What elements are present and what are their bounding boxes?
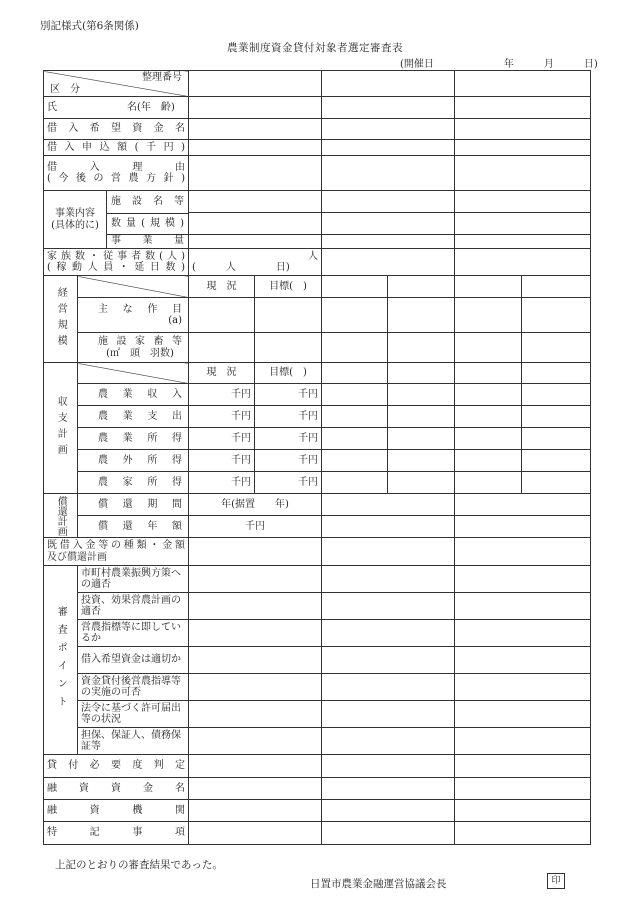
table-row xyxy=(44,778,591,800)
cell[interactable] xyxy=(322,406,388,428)
cell[interactable] xyxy=(522,333,591,363)
cell[interactable] xyxy=(189,156,322,191)
cell[interactable] xyxy=(189,234,322,248)
nogyo-shunyu-label: 農 業 収 入 xyxy=(78,384,189,406)
riyu-line-1: 借 入 理 由 xyxy=(47,161,185,173)
table-row xyxy=(44,97,591,119)
cell[interactable] xyxy=(388,428,455,450)
association-name: 日置市農業金融運営協議会長 xyxy=(310,878,447,890)
omona-sakumoku-label xyxy=(78,298,189,333)
shushi-diag-cell xyxy=(78,363,189,384)
cell[interactable] xyxy=(388,363,455,384)
cell[interactable] xyxy=(455,450,522,472)
cell[interactable] xyxy=(322,249,455,276)
table-row xyxy=(44,428,591,450)
cell[interactable] xyxy=(455,333,522,363)
table-row xyxy=(44,822,591,845)
seiri-bango-label: 整理番号 xyxy=(142,72,182,83)
mokuhyo-header-2: 目標( ) xyxy=(255,363,322,384)
cell[interactable] xyxy=(189,71,322,97)
cell[interactable] xyxy=(322,97,455,119)
cell[interactable] xyxy=(455,97,591,119)
table-row xyxy=(44,276,591,298)
cell[interactable] xyxy=(455,71,591,97)
cell[interactable] xyxy=(189,800,322,822)
table-row xyxy=(44,71,591,97)
cell[interactable] xyxy=(522,384,591,406)
kazoku-label xyxy=(44,249,189,276)
cell[interactable] xyxy=(322,156,455,191)
point-label: 借入希望資金は適切か xyxy=(78,647,189,674)
cell[interactable] xyxy=(522,428,591,450)
cell[interactable] xyxy=(388,450,455,472)
cell[interactable] xyxy=(455,363,522,384)
cell[interactable] xyxy=(455,674,591,701)
table-row xyxy=(44,249,591,276)
table-row xyxy=(44,593,591,620)
screening-table xyxy=(43,70,591,845)
table-row xyxy=(44,647,591,674)
shisetsu-kachiku-line-1: 施設家畜等 xyxy=(98,336,182,347)
kazoku-value[interactable] xyxy=(189,249,322,276)
cell[interactable] xyxy=(189,213,322,234)
shushi-keikaku-label xyxy=(44,363,78,494)
keiei-diag-cell xyxy=(78,276,189,298)
cell[interactable] xyxy=(322,620,455,647)
kazoku-line-2: (稼動人員・延日数) xyxy=(47,262,185,273)
cell[interactable] xyxy=(455,778,591,800)
cell[interactable] xyxy=(322,538,455,566)
cell[interactable] xyxy=(322,647,455,674)
shisetsu-kachiku-line-2: (㎡ 頭 羽数) xyxy=(106,347,174,359)
seal-mark: 印 xyxy=(547,873,565,889)
riyu-label xyxy=(44,156,189,191)
table-row xyxy=(44,191,591,213)
cell[interactable] xyxy=(189,140,322,156)
cell[interactable] xyxy=(322,71,455,97)
cell[interactable] xyxy=(388,333,455,363)
point-label: 資金貸付後営農指導等の実施の可否 xyxy=(78,674,189,701)
cell[interactable] xyxy=(322,363,388,384)
table-row xyxy=(44,800,591,822)
jigyo-naiyo-label: 事業内容 (具体的に) xyxy=(44,191,107,248)
point-label: 投資、効果営農計画の適否 xyxy=(78,593,189,620)
shokan-keikaku-label xyxy=(44,494,78,538)
cell[interactable] xyxy=(455,406,522,428)
cell[interactable] xyxy=(388,384,455,406)
table-row xyxy=(44,728,591,755)
kikariire-line-2: 及び償還計画 xyxy=(47,551,107,563)
cell[interactable] xyxy=(455,213,591,234)
cell[interactable] xyxy=(455,647,591,674)
point-label: 法令に基づく許可届出等の状況 xyxy=(78,701,189,728)
cell[interactable] xyxy=(322,191,455,213)
unit-cell[interactable]: 千円 xyxy=(255,450,322,472)
point-label: 担保、保証人、債務保証等 xyxy=(78,728,189,755)
cell[interactable] xyxy=(455,728,591,755)
cell[interactable] xyxy=(322,119,455,140)
jigyoryo-label: 事 業 量 xyxy=(111,235,184,246)
unit-cell[interactable]: 千円 xyxy=(189,472,255,494)
kazoku-value-1: 人 xyxy=(308,250,318,262)
cell[interactable] xyxy=(189,620,322,647)
cell[interactable] xyxy=(522,450,591,472)
cell[interactable] xyxy=(322,822,455,845)
cell[interactable] xyxy=(455,620,591,647)
table-row xyxy=(44,156,591,191)
cell[interactable] xyxy=(189,298,255,333)
cell[interactable] xyxy=(455,156,591,191)
cell[interactable] xyxy=(455,384,522,406)
cell[interactable] xyxy=(189,674,322,701)
cell[interactable] xyxy=(189,701,322,728)
genkyo-header: 現 況 xyxy=(189,276,255,298)
cell[interactable] xyxy=(455,276,522,298)
shokan-kikan-label: 償 還 期 間 xyxy=(78,494,189,516)
kubun-label: 区 分 xyxy=(50,83,80,95)
shisetsu-label: 施設名等 xyxy=(107,191,188,214)
unit-cell[interactable]: 千円 xyxy=(189,450,255,472)
kazoku-value-2: ( 人 日) xyxy=(192,262,290,273)
cell[interactable] xyxy=(322,701,455,728)
table-row xyxy=(44,140,591,156)
table-row xyxy=(44,363,591,384)
jigyo-naiyo-block xyxy=(44,191,189,249)
cell[interactable] xyxy=(522,472,591,494)
cell[interactable] xyxy=(322,384,388,406)
cell[interactable] xyxy=(455,800,591,822)
cell[interactable] xyxy=(522,363,591,384)
cell[interactable] xyxy=(322,755,455,778)
unit-cell[interactable]: 千円 xyxy=(255,384,322,406)
cell[interactable] xyxy=(189,728,322,755)
table-row xyxy=(44,406,591,428)
form-title: 農業制度資金貸付対象者選定審査表 xyxy=(227,42,403,54)
nogai-shotoku-label: 農 外 所 得 xyxy=(78,450,189,472)
cell[interactable] xyxy=(322,276,388,298)
unit-cell[interactable]: 千円 xyxy=(255,428,322,450)
unit-cell[interactable]: 千円 xyxy=(189,406,255,428)
kikariire-line-1: 既借入金等の種類・金額 xyxy=(47,540,185,551)
shushi-keikaku-text: 収支計画 xyxy=(55,396,67,460)
table-row xyxy=(44,384,591,406)
table-row xyxy=(44,755,591,778)
yushi-kikan-label: 融 資 機 関 xyxy=(44,800,189,822)
unit-cell[interactable]: 千円 xyxy=(255,406,322,428)
table-row xyxy=(44,494,591,516)
cell[interactable] xyxy=(522,276,591,298)
unit-cell[interactable]: 千円 xyxy=(255,472,322,494)
cell[interactable] xyxy=(455,516,591,538)
tokki-label: 特 記 事 項 xyxy=(44,822,189,845)
cell[interactable] xyxy=(455,701,591,728)
omona-sakumoku-line-2: (a) xyxy=(168,315,182,326)
shokan-nengaku-value[interactable]: 千円 xyxy=(189,516,322,538)
shinsa-point-label xyxy=(44,566,78,755)
shokan-nengaku-label: 償 還 年 額 xyxy=(78,516,189,538)
table-row xyxy=(44,620,591,647)
cell[interactable] xyxy=(189,333,255,363)
cell[interactable] xyxy=(322,298,388,333)
genkyo-header-2: 現 況 xyxy=(189,363,255,384)
cell[interactable] xyxy=(322,566,455,593)
cell[interactable] xyxy=(455,234,591,248)
table-row xyxy=(44,516,591,538)
mokuhyo-header: 目標( ) xyxy=(255,276,322,298)
cell[interactable] xyxy=(322,494,455,516)
cell[interactable] xyxy=(522,298,591,333)
cell[interactable] xyxy=(455,191,591,213)
cell[interactable] xyxy=(388,276,455,298)
riyu-line-2: (今後の営農方針) xyxy=(47,173,185,184)
kariire-gaku-label: 借入申込額(千円) xyxy=(44,140,189,156)
table-row xyxy=(44,450,591,472)
cell[interactable] xyxy=(189,119,322,140)
form-id: 別記様式(第6条関係) xyxy=(40,20,139,32)
footer-note: 上記のとおりの審査結果であった。 xyxy=(55,859,223,871)
cell[interactable] xyxy=(322,778,455,800)
table-row xyxy=(44,298,591,333)
kazoku-line-1: 家族数・従事者数(人) xyxy=(47,250,185,262)
table-row xyxy=(44,538,591,566)
cell[interactable] xyxy=(455,822,591,845)
nogyo-shotoku-label: 農 業 所 得 xyxy=(78,428,189,450)
cell[interactable] xyxy=(322,516,455,538)
cell[interactable] xyxy=(322,450,388,472)
cell[interactable] xyxy=(255,298,322,333)
cell[interactable] xyxy=(455,755,591,778)
cell[interactable] xyxy=(322,472,388,494)
cell[interactable] xyxy=(388,472,455,494)
cell[interactable] xyxy=(189,822,322,845)
omona-sakumoku-line-1: 主 な 作 目 xyxy=(98,303,182,315)
unit-cell[interactable]: 千円 xyxy=(189,428,255,450)
table-row xyxy=(44,701,591,728)
shokan-keikaku-text: 償還計画 xyxy=(55,495,67,536)
cell[interactable] xyxy=(322,140,455,156)
yushi-kingaku-label: 融 資 資 金 名 xyxy=(44,778,189,800)
cell[interactable] xyxy=(322,674,455,701)
cell[interactable] xyxy=(322,213,455,234)
cell[interactable] xyxy=(189,755,322,778)
meeting-date: (開催日 年 月 日) xyxy=(400,59,598,70)
kikariire-label xyxy=(44,538,189,566)
cell[interactable] xyxy=(522,406,591,428)
point-label: 市町村農業振興方策への適否 xyxy=(78,566,189,593)
cell[interactable] xyxy=(189,191,322,213)
point-label: 営農指標等に即しているか xyxy=(78,620,189,647)
cell[interactable] xyxy=(189,647,322,674)
cell[interactable] xyxy=(388,298,455,333)
cell[interactable] xyxy=(455,566,591,593)
cell[interactable] xyxy=(189,593,322,620)
cell[interactable] xyxy=(255,333,322,363)
cell[interactable] xyxy=(455,538,591,566)
kariire-shikin-label: 借入希望資金名 xyxy=(44,119,189,140)
table-row xyxy=(44,674,591,701)
cell[interactable] xyxy=(455,249,591,276)
kashitsuke-hitsuyo-label: 貸付必要度判定 xyxy=(44,755,189,778)
cell[interactable] xyxy=(322,234,455,248)
cell[interactable] xyxy=(322,428,388,450)
nogyo-shishutsu-label: 農 業 支 出 xyxy=(78,406,189,428)
table-row xyxy=(44,119,591,140)
cell[interactable] xyxy=(189,566,322,593)
cell[interactable] xyxy=(455,593,591,620)
cell[interactable] xyxy=(455,494,591,516)
cell[interactable] xyxy=(322,593,455,620)
cell[interactable] xyxy=(322,728,455,755)
cell[interactable] xyxy=(455,140,591,156)
shokan-kikan-value[interactable]: 年(据置 年) xyxy=(189,494,322,516)
noka-shotoku-label: 農 家 所 得 xyxy=(78,472,189,494)
keiei-kibo-label xyxy=(44,276,78,363)
cell[interactable] xyxy=(455,428,522,450)
cell[interactable] xyxy=(189,778,322,800)
table-row xyxy=(44,566,591,593)
keiei-kibo-text: 経営規模 xyxy=(55,287,67,351)
cell[interactable] xyxy=(322,333,388,363)
cell[interactable] xyxy=(455,119,591,140)
cell[interactable] xyxy=(388,406,455,428)
suryo-label: 数量(規模) xyxy=(107,214,188,235)
table-row xyxy=(44,472,591,494)
shinsa-point-text: 審査ポイント xyxy=(55,606,67,714)
cell[interactable] xyxy=(455,472,522,494)
shimei-label: 氏 名(年 齢) xyxy=(44,97,189,119)
cell[interactable] xyxy=(189,97,322,119)
unit-cell[interactable]: 千円 xyxy=(189,384,255,406)
cell[interactable] xyxy=(455,298,522,333)
header-diag-cell xyxy=(44,71,189,97)
cell[interactable] xyxy=(189,538,322,566)
cell[interactable] xyxy=(322,800,455,822)
shisetsu-kachiku-label xyxy=(78,333,189,363)
table-row xyxy=(44,333,591,363)
